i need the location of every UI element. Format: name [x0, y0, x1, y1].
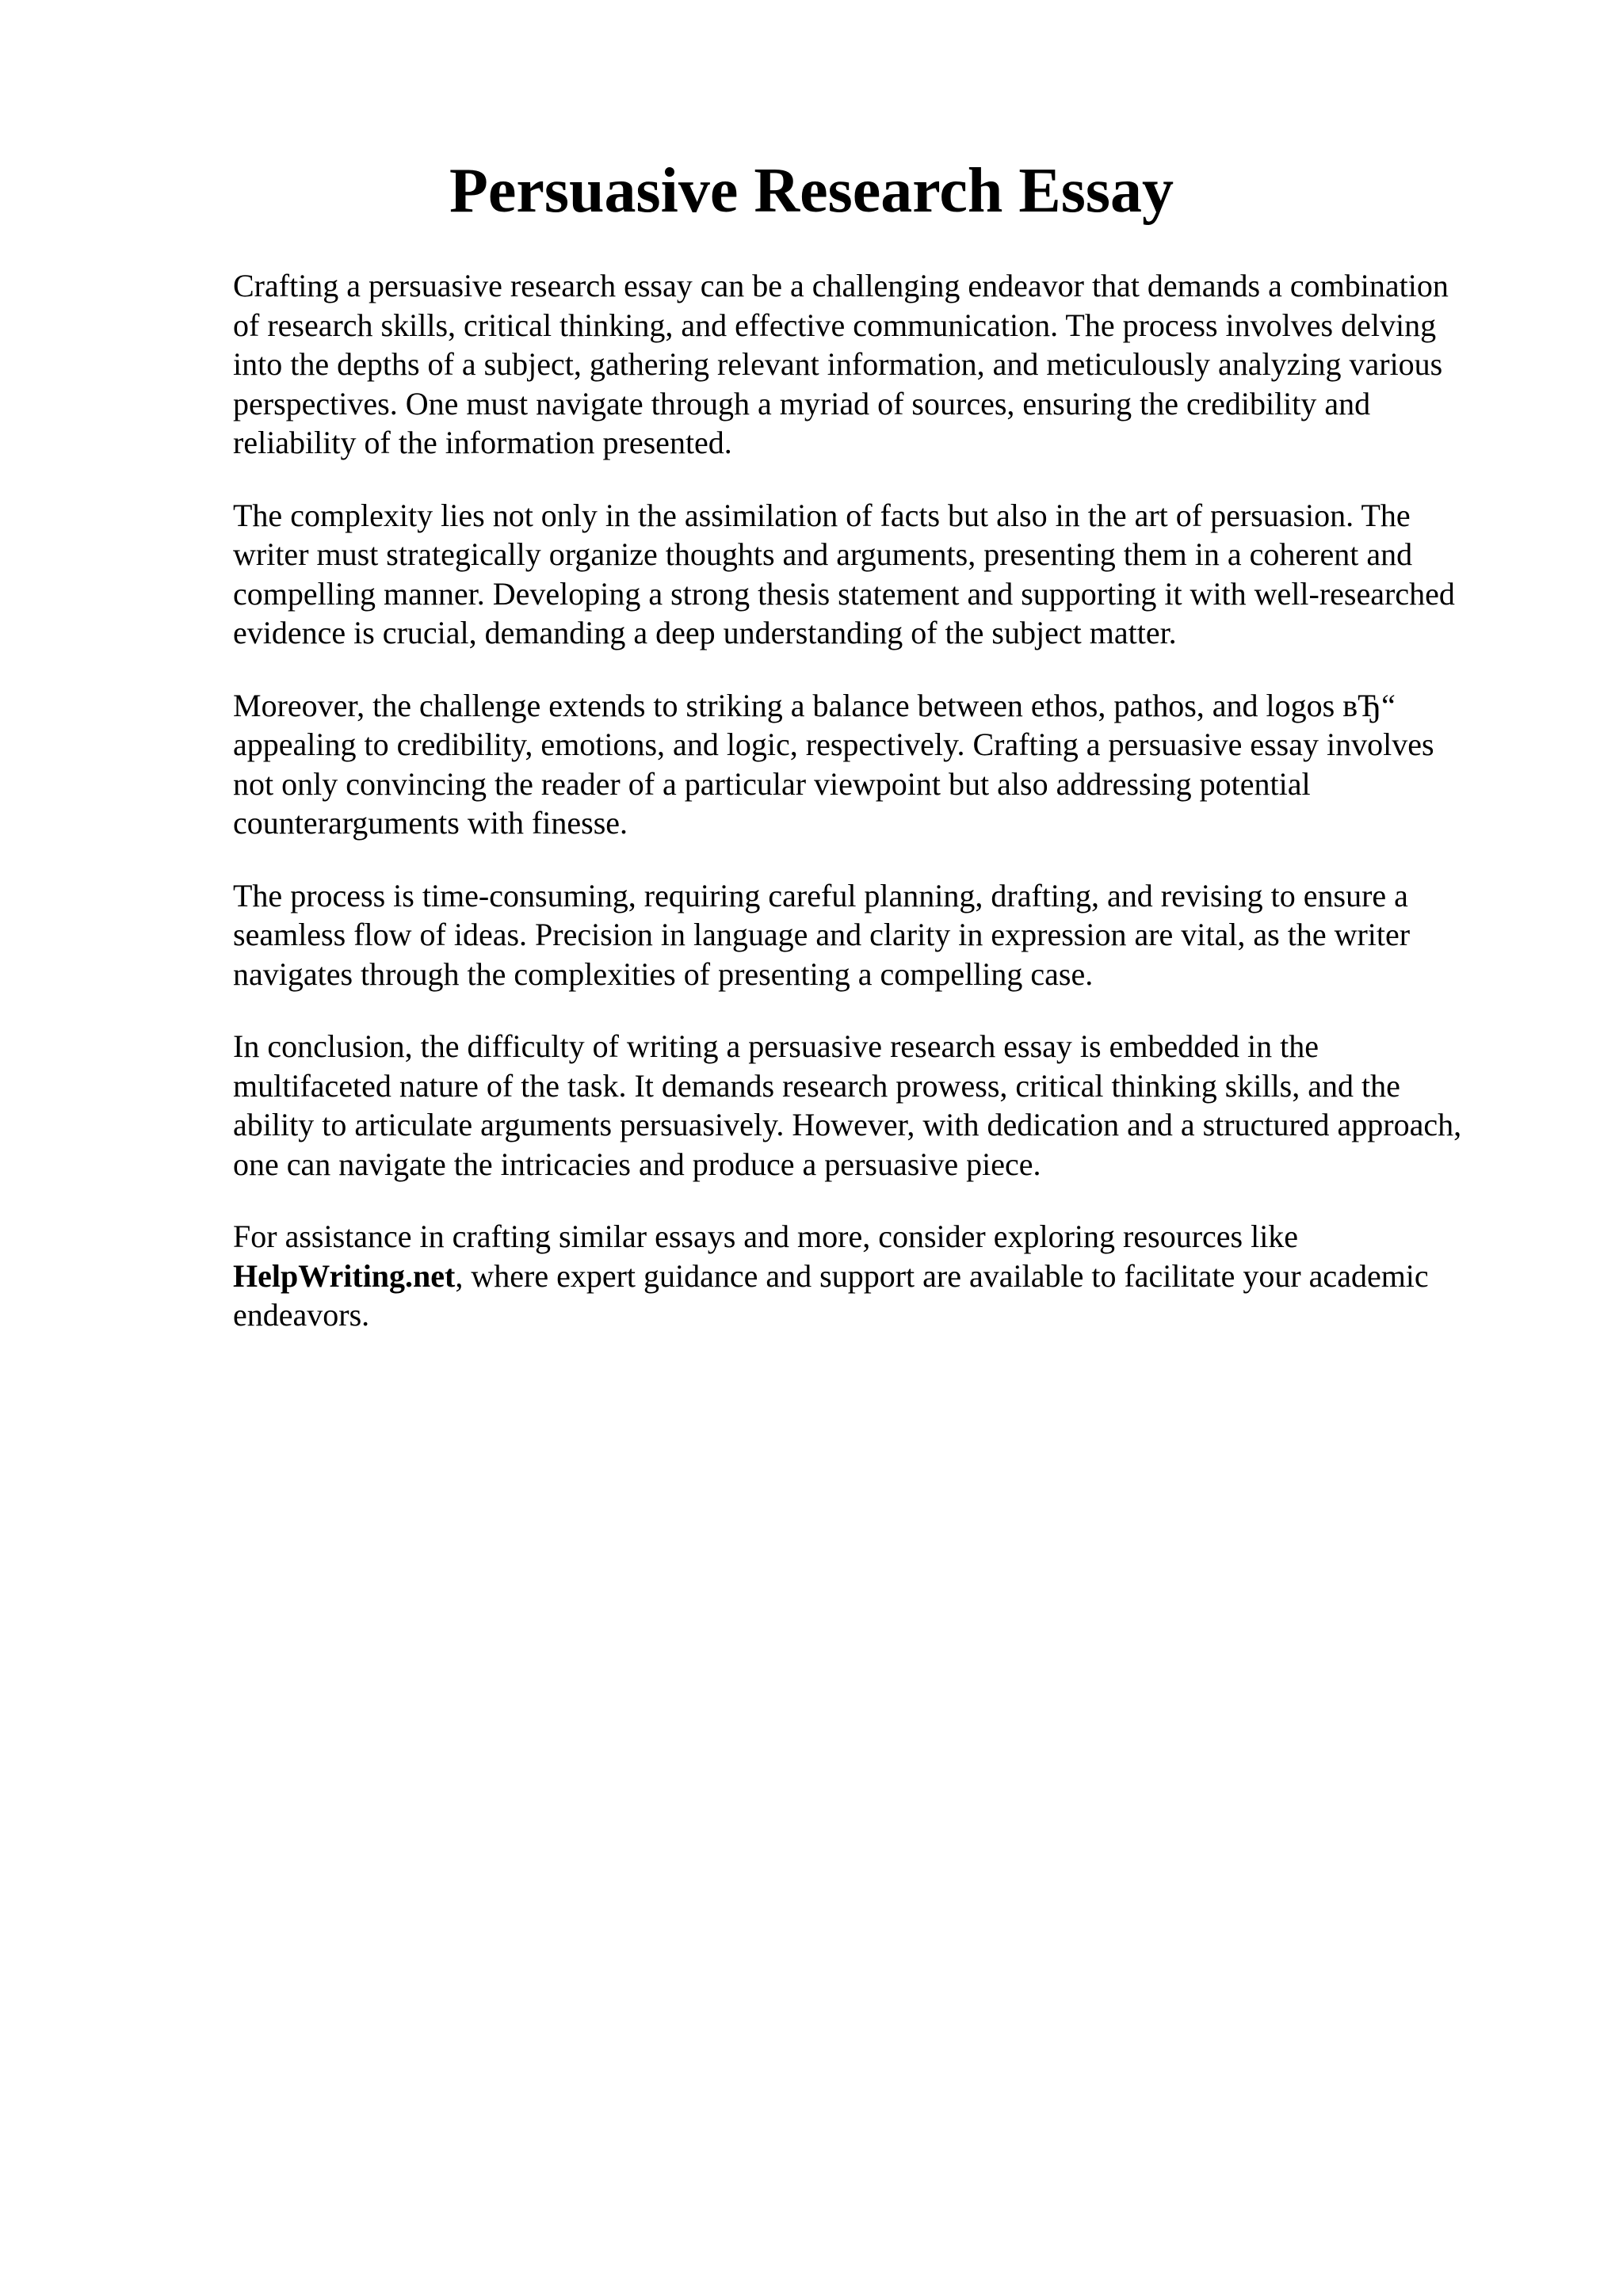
text-line: compelling manner. Developing a strong thesis statement and supporting it with well-researched: [233, 575, 1455, 612]
paragraph-3: [233, 686, 1533, 843]
text-line: The complexity lies not only in the assimilation of facts but also in the art of persuasion. The: [233, 497, 1411, 533]
text-line: one can navigate the intricacies and produce a persuasive piece.: [233, 1146, 1041, 1182]
text-line: The process is time-consuming, requiring careful planning, drafting, and revising to ensure a: [233, 877, 1408, 913]
text-line: seamless flow of ideas. Precision in language and clarity in expression are vital, as the writer: [233, 917, 1411, 952]
paragraph-4: [233, 876, 1533, 994]
paragraph-1: [233, 266, 1533, 463]
document-body: [233, 266, 1533, 1368]
text-line: of research skills, critical thinking, and effective communication. The process involves delving: [233, 307, 1437, 343]
text-line: ability to articulate arguments persuasively. However, with dedication and a structured approach,: [233, 1107, 1462, 1142]
text-line: For assistance in crafting similar essays and more, consider exploring resources like: [233, 1219, 1299, 1254]
text-line: perspectives. One must navigate through a myriad of sources, ensuring the credibility and: [233, 385, 1371, 421]
document-title: Persuasive Research Essay: [449, 156, 1174, 226]
text-line: not only convincing the reader of a particular viewpoint but also addressing potential: [233, 765, 1311, 802]
closing-paragraph: [233, 1217, 1533, 1335]
text-fragment: , where expert guidance and support are available to facilitate your academic: [455, 1257, 1429, 1294]
text-line: into the depths of a subject, gathering relevant information, and meticulously analyzing various: [233, 346, 1443, 382]
paragraph-2: [233, 496, 1533, 653]
paragraph-5: [233, 1027, 1533, 1184]
text-line: endeavors.: [233, 1297, 370, 1333]
text-line: Moreover, the challenge extends to striking a balance between ethos, pathos, and logos вЂ“: [233, 687, 1396, 723]
text-line: [233, 1257, 1533, 1296]
text-line: evidence is crucial, demanding a deep understanding of the subject matter.: [233, 615, 1177, 650]
text-line: appealing to credibility, emotions, and logic, respectively. Crafting a persuasive essay involves: [233, 727, 1434, 762]
text-line: multifaceted nature of the task. It demands research prowess, critical thinking skills, and the: [233, 1067, 1400, 1104]
text-line: counterarguments with finesse.: [233, 805, 628, 841]
text-line: In conclusion, the difficulty of writing a persuasive research essay is embedded in the: [233, 1028, 1319, 1064]
text-line: writer must strategically organize thoughts and arguments, presenting them in a coherent and: [233, 536, 1413, 572]
text-line: Crafting a persuasive research essay can be a challenging endeavor that demands a combination: [233, 268, 1449, 303]
brand-name: HelpWriting.net: [233, 1257, 456, 1294]
text-line: navigates through the complexities of presenting a compelling case.: [233, 955, 1094, 992]
text-line: reliability of the information presented.: [233, 425, 732, 460]
